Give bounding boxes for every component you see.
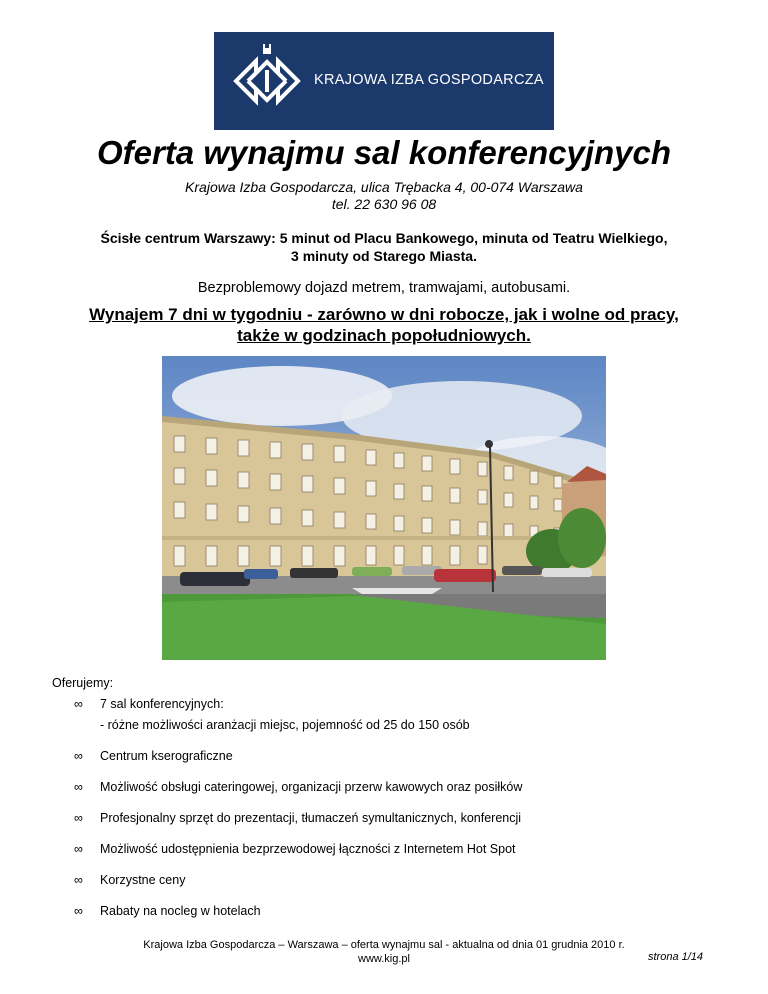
kig-emblem-icon [226, 40, 308, 122]
bullet-icon: ∞ [74, 749, 83, 763]
list-item [74, 811, 734, 828]
footer-line: Krajowa Izba Gospodarcza – Warszawa – oferta wynajmu sal - aktualna od dnia 01 grudnia 2010 r. [143, 939, 625, 951]
logo [214, 32, 554, 130]
offer-list [74, 697, 734, 935]
bullet-icon: ∞ [74, 811, 83, 825]
list-item [74, 697, 734, 714]
list-item [74, 780, 734, 797]
list-item [74, 904, 734, 921]
list-item [74, 842, 734, 859]
list-item-label: Centrum kserograficzne [100, 749, 233, 763]
building-photo [162, 356, 606, 660]
list-item-label: Możliwość udostępnienia bezprzewodowej łączności z Internetem Hot Spot [100, 842, 516, 856]
location-line-2: 3 minuty od Starego Miasta. [291, 248, 477, 264]
address-block [0, 179, 768, 213]
hours-line-1: Wynajem 7 dni w tygodniu - zarówno w dni robocze, jak i wolne od pracy, [89, 305, 679, 324]
page-title: Oferta wynajmu sal konferencyjnych [96, 134, 672, 171]
bullet-icon: ∞ [74, 904, 83, 918]
list-sub-item [74, 718, 734, 735]
list-item-label: Rabaty na nocleg w hotelach [100, 904, 261, 918]
bullet-icon: ∞ [74, 780, 83, 794]
offer-heading: Oferujemy: [52, 676, 114, 690]
list-item-label: - różne możliwości aranżacji miejsc, pojemność od 25 do 150 osób [100, 718, 470, 732]
footer-website-link[interactable]: www.kig.pl [358, 953, 410, 965]
location-line-1: Ścisłe centrum Warszawy: 5 minut od Placu Bankowego, minuta od Teatru Wielkiego, [100, 230, 668, 246]
list-item [74, 749, 734, 766]
bullet-icon: ∞ [74, 697, 83, 711]
transport-note: Bezproblemowy dojazd metrem, tramwajami, autobusami. [197, 280, 571, 296]
list-item-label: Profesjonalny sprzęt do prezentacji, tłumaczeń symultanicznych, konferencji [100, 811, 522, 825]
location-block [0, 229, 768, 265]
list-item-label: Korzystne ceny [100, 873, 186, 887]
page-number: strona 1/14 [648, 951, 704, 963]
list-item-label: Możliwość obsługi cateringowej, organizacji przerw kawowych oraz posiłków [100, 780, 523, 794]
bullet-icon: ∞ [74, 873, 83, 887]
address-line: Krajowa Izba Gospodarcza, ulica Trębacka 4, 00-074 Warszawa [185, 179, 583, 195]
phone-line: tel. 22 630 96 08 [331, 196, 437, 212]
hours-line-2: także w godzinach popołudniowych. [237, 326, 531, 345]
list-item-label: 7 sal konferencyjnych: [100, 697, 224, 711]
bullet-icon: ∞ [74, 842, 83, 856]
list-item [74, 873, 734, 890]
logo-text: KRAJOWA IZBA GOSPODARCZA [314, 72, 544, 88]
hours-block [0, 304, 768, 346]
